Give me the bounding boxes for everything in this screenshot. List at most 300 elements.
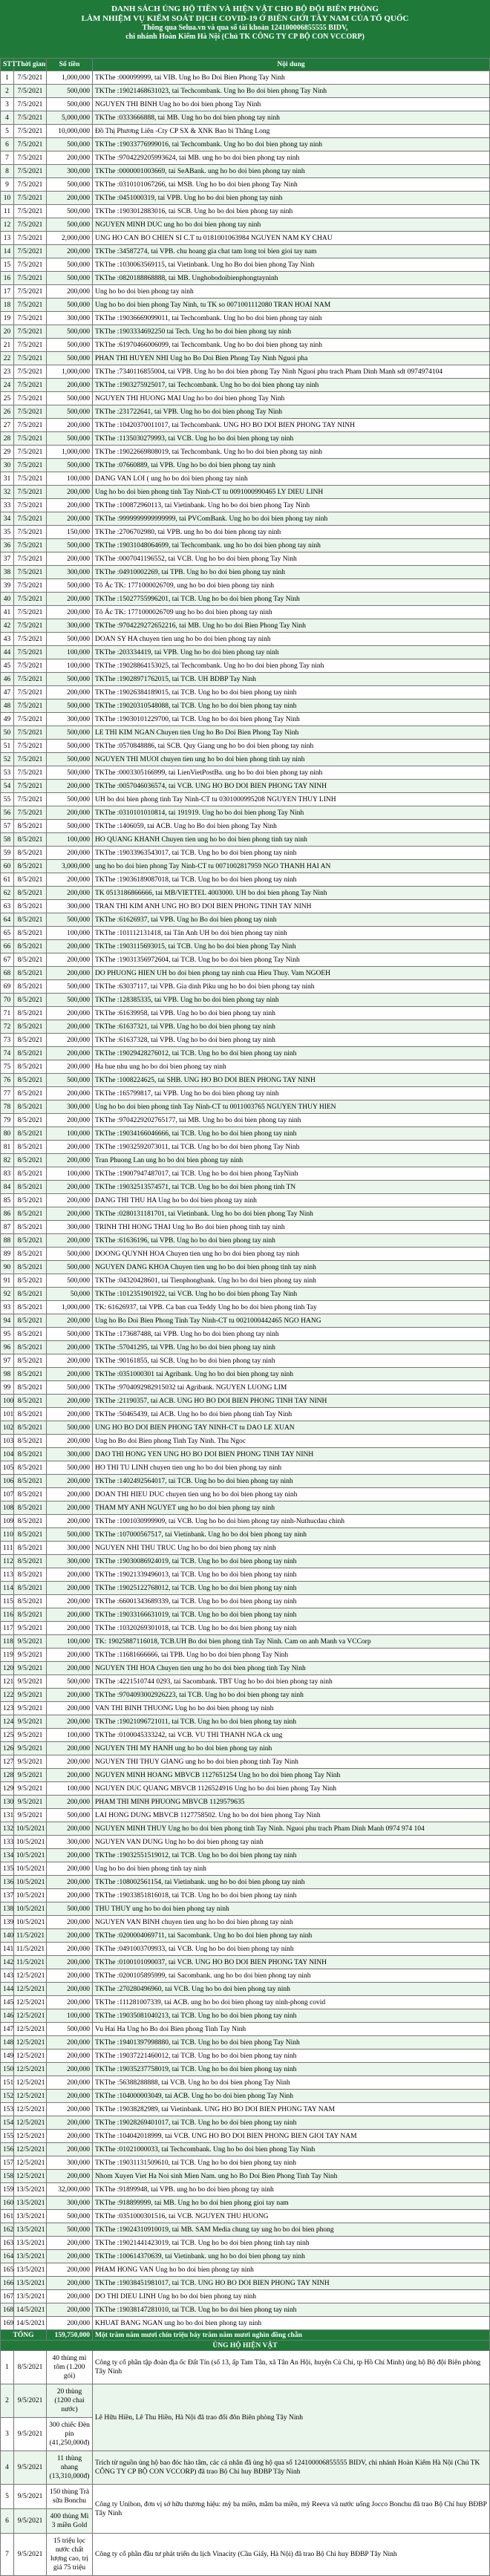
donation-date: 8/5/2021: [14, 1274, 47, 1288]
donation-description: TKThe :1008224625, tai SHB. UNG HO BO DOI BIEN PHONG TAY NINH: [93, 1074, 490, 1087]
donation-amount: 200,000: [47, 953, 93, 967]
donation-stt: 121: [1, 1675, 14, 1689]
donation-stt: 10: [1, 192, 14, 205]
donation-amount: 200,000: [47, 192, 93, 205]
donation-date: 9/5/2021: [14, 1729, 47, 1742]
donation-description: TKThe :19022669808019, tai Techcombank. Ung ho bo doi bien phong tay ninh: [93, 446, 490, 459]
donation-row: [1, 1929, 490, 1943]
donation-row: [1, 2130, 490, 2143]
in-kind-stt: 6: [1, 2509, 14, 2534]
donation-amount: 200,000: [47, 1114, 93, 1127]
donation-stt: 80: [1, 1127, 14, 1141]
donation-date: 8/5/2021: [14, 1435, 47, 1448]
donation-row: [1, 673, 490, 686]
donation-description: NGUYEN THI MY HANH ung ho bo doi bien phong tay ninh: [93, 1742, 490, 1755]
donation-stt: 19: [1, 312, 14, 325]
in-kind-description: Công ty cổ phần đầu tư phát triển du lịch Vinacity (Cầu Giấy, Hà Nội) đã trao Bộ Chỉ huy BĐBP Tây Ninh: [93, 2534, 490, 2576]
donation-stt: 114: [1, 1582, 14, 1595]
title-line-3: Thông qua Selua.vn và qua số tài khoản 124100006855555 BIDV,: [142, 24, 348, 32]
donation-amount: 100,000: [47, 659, 93, 673]
donation-date: 13/5/2021: [14, 2290, 47, 2303]
donation-date: 10/5/2021: [14, 1916, 47, 1929]
donation-row: [1, 71, 490, 85]
donation-date: 12/5/2021: [14, 1983, 47, 1996]
donation-row: [1, 953, 490, 967]
donation-date: 8/5/2021: [14, 1207, 47, 1221]
donation-row: [1, 1194, 490, 1207]
donation-row: [1, 1074, 490, 1087]
donation-amount: 200,000: [47, 1368, 93, 1381]
donation-description: TKThe :19024310910019, tai MB. SAM Media chung tay ung ho bo doi bien phong: [93, 2223, 490, 2237]
donation-description: TKThe :19038282989, tai Vietinbank. UNG HO BO DOI BIEN PHONG TAY NAM: [93, 2103, 490, 2116]
donation-date: 8/5/2021: [14, 1461, 47, 1475]
donation-row: [1, 138, 490, 151]
donation-amount: 200,000: [47, 499, 93, 512]
donation-stt: 136: [1, 1876, 14, 1889]
donation-row: [1, 1034, 490, 1047]
donation-row: [1, 1341, 490, 1354]
donation-stt: 116: [1, 1608, 14, 1622]
donation-stt: 3: [1, 98, 14, 111]
donation-description: NGUYEN MINH THUY Ung ho bo doi bien phong tinh Tay Ninh. Nguoi phu trach Pham Dinh Manh 0974 974 104: [93, 1822, 490, 1836]
donation-description: THU THUY ung ho bo doi bien phong tay ninh: [93, 1902, 490, 1916]
donation-description: TKThe :9704092982915032 tai Agribank. NGUYEN LUONG LIM: [93, 1381, 490, 1395]
donation-amount: 500,000: [47, 1461, 93, 1475]
donation-amount: 300,000: [47, 1542, 93, 1555]
donation-date: 8/5/2021: [14, 820, 47, 833]
donation-date: 14/5/2021: [14, 2303, 47, 2317]
donation-row: [1, 1221, 490, 1234]
donation-description: TKThe :19034166046666, tai TCB. Ung ho bo doi bien phong tay ninh: [93, 1127, 490, 1141]
donation-date: 8/5/2021: [14, 940, 47, 953]
donation-row: [1, 700, 490, 713]
total-in-words: Một trăm năm mươi chín triệu bảy trăm năm mươi nghìn đồng chẵn: [93, 2330, 490, 2341]
donation-date: 12/5/2021: [14, 2076, 47, 2090]
donation-row: [1, 1595, 490, 1608]
donation-stt: 124: [1, 1715, 14, 1729]
donation-row: [1, 1568, 490, 1582]
donation-stt: 152: [1, 2090, 14, 2103]
donation-description: HO QUANG KHANH Chuyen tien ung ho bo doi bien phong tinh tay ninh: [93, 833, 490, 847]
donation-amount: 200,000: [47, 1501, 93, 1515]
donation-row: [1, 940, 490, 953]
donation-description: TKThe :19033963543017, tai TCB. Ung ho bo doi bien phong tay ninh: [93, 847, 490, 860]
donation-stt: 96: [1, 1341, 14, 1354]
donation-description: DOONG QUYNH HOA Chuyen tien ung ho bo doi bien phong tay ninh: [93, 1248, 490, 1261]
donation-amount: 10,000,000: [47, 125, 93, 138]
in-kind-row: [1, 2534, 490, 2576]
donation-stt: 8: [1, 165, 14, 178]
donation-date: 8/5/2021: [14, 1154, 47, 1167]
donation-row: [1, 1635, 490, 1649]
donation-stt: 154: [1, 2116, 14, 2130]
donation-amount: 200,000: [47, 2303, 93, 2317]
donation-amount: 200,000: [47, 379, 93, 392]
donation-row: [1, 85, 490, 98]
donation-stt: 128: [1, 1769, 14, 1782]
donation-stt: 162: [1, 2223, 14, 2237]
donation-stt: 64: [1, 913, 14, 927]
donation-description: TKThe :0100101090037, tai VCB. UNG HO BO DOI BIEN PHONG TAY NINH: [93, 1956, 490, 1969]
donation-stt: 110: [1, 1528, 14, 1542]
donation-row: [1, 352, 490, 365]
donation-date: 12/5/2021: [14, 2156, 47, 2170]
donation-stt: 21: [1, 339, 14, 352]
in-kind-row: [1, 2451, 490, 2485]
donation-date: 12/5/2021: [14, 2143, 47, 2156]
donation-stt: 55: [1, 793, 14, 806]
donation-amount: 300,000: [47, 900, 93, 913]
donation-stt: 115: [1, 1595, 14, 1608]
donation-stt: 94: [1, 1314, 14, 1328]
donation-row: [1, 1207, 490, 1221]
title-line-2: LÀM NHIỆM VỤ KIỂM SOÁT DỊCH COVID-19 Ở BIÊN GIỚI TÂY NAM CỦA TỔ QUỐC: [81, 14, 409, 23]
donation-date: 13/5/2021: [14, 2210, 47, 2223]
donation-stt: 140: [1, 1929, 14, 1943]
donation-description: TKThe :2706702980, tai VPB. ung ho bo doi bien phong tay ninh: [93, 526, 490, 539]
donation-row: [1, 299, 490, 312]
donation-stt: 74: [1, 1047, 14, 1060]
donation-stt: 52: [1, 753, 14, 766]
donation-stt: 53: [1, 766, 14, 780]
in-kind-stt: 7: [1, 2534, 14, 2576]
donation-amount: 500,000: [47, 1675, 93, 1689]
donation-row: [1, 1475, 490, 1488]
donation-description: TKThe :61637328, tai VPB. Ung ho bo doi bien phong tay ninh: [93, 1034, 490, 1047]
donation-date: 8/5/2021: [14, 1114, 47, 1127]
donation-amount: 500,000: [47, 258, 93, 272]
donation-row: [1, 1969, 490, 1983]
donation-amount: 200,000: [47, 1969, 93, 1983]
donation-row: [1, 1007, 490, 1020]
donation-stt: 2: [1, 85, 14, 98]
donation-stt: 108: [1, 1501, 14, 1515]
donation-description: TKThe :19026384189015, tai TCB. Ung ho bo doi bien phong tay ninh: [93, 686, 490, 700]
donation-amount: 300,000: [47, 312, 93, 325]
donation-row: [1, 967, 490, 980]
donation-stt: 44: [1, 646, 14, 659]
donation-description: TKThe :04910002269, tai TPB. Ung ho bo doi bien phong tay ninh: [93, 566, 490, 579]
donation-date: 9/5/2021: [14, 1809, 47, 1822]
donation-description: TKThe :0820188868888, tai MB. Unghobodoibienphongtayninh: [93, 272, 490, 285]
donation-row: [1, 2009, 490, 2023]
donation-stt: 92: [1, 1288, 14, 1301]
donation-date: 12/5/2021: [14, 2170, 47, 2183]
donation-date: 8/5/2021: [14, 1100, 47, 1114]
donation-description: LE THI KIM NGAN Chuyen tien Ung ho Bo Doi Bien Phong Tay Ninh: [93, 726, 490, 740]
donation-description: Đồ Thị Phương Liên -Cty CP SX & XNK Bao bì Thăng Long: [93, 125, 490, 138]
donation-amount: 300,000: [47, 1100, 93, 1114]
donation-date: 8/5/2021: [14, 1034, 47, 1047]
donation-amount: 500,000: [47, 2210, 93, 2223]
donation-date: 7/5/2021: [14, 98, 47, 111]
donation-row: [1, 2156, 490, 2170]
donation-amount: 200,000: [47, 1060, 93, 1074]
donation-row: [1, 1488, 490, 1501]
donation-date: 13/5/2021: [14, 2183, 47, 2197]
donation-amount: 500,000: [47, 299, 93, 312]
donation-stt: 69: [1, 980, 14, 994]
donation-row: [1, 927, 490, 940]
donation-row: [1, 1769, 490, 1782]
donation-row: [1, 1261, 490, 1274]
donation-stt: 65: [1, 927, 14, 940]
donation-description: TKThe :7340116855004, tai VPB. Ung ho bo doi bien phong Tay Ninh Nguoi phu trach Pham Dinh Manh sdt 0974974104: [93, 365, 490, 379]
donation-description: TKThe :19032513574571, tai TCB. Ung ho bo doi bien phong tinh TN: [93, 1181, 490, 1194]
donation-stt: 168: [1, 2303, 14, 2317]
donation-stt: 166: [1, 2277, 14, 2290]
donation-amount: 1,000,000: [47, 71, 93, 85]
donation-row: [1, 1381, 490, 1395]
donation-row: [1, 1809, 490, 1822]
donation-date: 8/5/2021: [14, 1421, 47, 1435]
donation-description: TKThe :107000567517, tai Vietinbank. Ung ho bo doi bien phong tay ninh: [93, 1528, 490, 1542]
donation-description: TKThe :57041295, tai VPB. Ung ho bo doi bien phong tay ninh: [93, 1341, 490, 1354]
donation-amount: 5,000,000: [47, 111, 93, 125]
donation-amount: 100,000: [47, 1167, 93, 1181]
donation-amount: 200,000: [47, 1742, 93, 1755]
in-kind-amount: 400 thùng Mì 3 miền Gold: [47, 2509, 93, 2534]
donation-description: Tô Ác TK: 1771000026709, ung ho bo doi bien phong tay ninh: [93, 579, 490, 593]
donation-amount: 200,000: [47, 1395, 93, 1408]
donation-amount: 500,000: [47, 325, 93, 339]
donation-stt: 112: [1, 1555, 14, 1568]
in-kind-date: 9/5/2021: [14, 2451, 47, 2485]
donation-description: TKThe :0570848886, tai SCB. Quy Giang ung ho bo doi bien phong tay ninh: [93, 740, 490, 753]
donation-date: 9/5/2021: [14, 1796, 47, 1809]
donation-amount: 500,000: [47, 820, 93, 833]
donation-row: [1, 1448, 490, 1461]
in-kind-row: [1, 2485, 490, 2509]
donation-description: TKThe :19031356972604, tai TCB. Ung ho bo doi bien phong Tay Ninh: [93, 953, 490, 967]
donation-amount: 200,000: [47, 1595, 93, 1608]
donation-description: TKThe :19028864153025, tai Techcombank. Ung ho bo doi bien phong Tay ninh: [93, 659, 490, 673]
donation-description: TKThe :1001030999909, tai VCB. Ung ho bo doi bien phong tay ninh-Nuthucdau chinh: [93, 1515, 490, 1528]
donation-stt: 167: [1, 2290, 14, 2303]
donation-date: 8/5/2021: [14, 1288, 47, 1301]
donation-stt: 79: [1, 1114, 14, 1127]
donation-row: [1, 2143, 490, 2156]
donation-amount: 200,000: [47, 1475, 93, 1488]
donation-row: [1, 579, 490, 593]
donation-amount: 200,000: [47, 2090, 93, 2103]
donation-amount: 200,000: [47, 1234, 93, 1248]
donation-row: [1, 1421, 490, 1435]
donation-row: [1, 151, 490, 165]
donation-amount: 500,000: [47, 539, 93, 552]
donation-description: TKThe :1135030279993, tai VCB. Ung ho bo doi bien phong tay ninh: [93, 432, 490, 446]
donation-description: Ung ho Bo Doi Bien Phong Tinh Tay Ninh-CT tu 0021000442465 NGO HANG: [93, 1314, 490, 1328]
donation-row: [1, 2050, 490, 2063]
donation-date: 8/5/2021: [14, 1181, 47, 1194]
in-kind-date: 8/5/2021: [14, 2351, 47, 2384]
donation-date: 12/5/2021: [14, 2090, 47, 2103]
donation-stt: 90: [1, 1261, 14, 1274]
donation-date: 7/5/2021: [14, 285, 47, 299]
donation-stt: 106: [1, 1475, 14, 1488]
in-kind-date: 9/5/2021: [14, 2418, 47, 2451]
donation-stt: 81: [1, 1141, 14, 1154]
donation-stt: 100: [1, 1395, 14, 1408]
donation-amount: 500,000: [47, 2023, 93, 2036]
donation-row: [1, 1528, 490, 1542]
donation-description: DOAN THI HIEU DUC chuyen tien ung ho bo doi bien phong tay ninh: [93, 1488, 490, 1501]
donation-amount: 500,000: [47, 740, 93, 753]
donation-stt: 130: [1, 1796, 14, 1809]
donation-amount: 300,000: [47, 619, 93, 633]
donation-amount: 100,000: [47, 1127, 93, 1141]
donation-amount: 500,000: [47, 673, 93, 686]
donation-date: 8/5/2021: [14, 1020, 47, 1034]
total-section: [1, 2330, 490, 2351]
donation-date: 8/5/2021: [14, 1515, 47, 1528]
donation-description: NGUYEN MINH DUC ung ho bo doi bien phong tay ninh: [93, 218, 490, 232]
donation-description: Ung ho Bo doi Bien phong Tinh Tay Ninh. Thu Ngoc: [93, 1435, 490, 1448]
in-kind-date: 9/5/2021: [14, 2509, 47, 2534]
donation-amount: 200,000: [47, 552, 93, 566]
donation-stt: 78: [1, 1100, 14, 1114]
donation-amount: 200,000: [47, 1689, 93, 1702]
donation-amount: 200,000: [47, 2063, 93, 2076]
donation-amount: 200,000: [47, 1515, 93, 1528]
in-kind-amount: 300 chiếc Đèn pin (41,250,000đ): [47, 2418, 93, 2451]
donation-description: NGUYEN DANG KHOA Chuyen tien ung ho bo doi bien phong tinh tay ninh: [93, 1261, 490, 1274]
donation-description: LAI HONG DUNG MBVCB 1127758502. Ung ho bo doi bien phong Tay Ninh: [93, 1809, 490, 1822]
donation-date: 13/5/2021: [14, 2250, 47, 2263]
in-kind-rows: [1, 2351, 490, 2576]
in-kind-date: 9/5/2021: [14, 2485, 47, 2509]
donation-stt: 127: [1, 1755, 14, 1769]
column-header-stt: STT: [1, 59, 14, 71]
donation-stt: 131: [1, 1809, 14, 1822]
donation-stt: 26: [1, 405, 14, 419]
donation-description: PHAM HONG VAN Ung ho bo doi bien phong tay ninh: [93, 2263, 490, 2277]
donation-stt: 5: [1, 125, 14, 138]
in-kind-description: Công ty cổ phần tập đoàn địa ốc Đất Tín (số 13, ấp Tam Tân, xã Tân An Hội, huyện Củ Chi, tp Hồ Chí Minh) ủng hộ Bộ đội Biên phòng Tây Ninh: [93, 2351, 490, 2384]
donation-stt: 35: [1, 526, 14, 539]
donation-date: 7/5/2021: [14, 432, 47, 446]
donation-row: [1, 766, 490, 780]
donation-description: TKThe :19020310548088, tai TCB. Ung ho bo doi bien phong tay ninh: [93, 700, 490, 713]
donation-description: DOAN SY HA chuyen tien ung ho bo doi bien phong tay ninh: [93, 633, 490, 646]
donation-row: [1, 499, 490, 512]
donation-date: 7/5/2021: [14, 646, 47, 659]
donation-row: [1, 847, 490, 860]
donation-amount: 200,000: [47, 1796, 93, 1809]
donation-stt: 119: [1, 1649, 14, 1662]
donation-row: [1, 218, 490, 232]
donation-stt: 57: [1, 820, 14, 833]
donation-amount: 200,000: [47, 1889, 93, 1902]
in-kind-heading: ỦNG HỘ HIỆN VẬT: [1, 2341, 490, 2351]
donation-row: [1, 2303, 490, 2317]
table-header-row: [1, 59, 490, 71]
donation-amount: 500,000: [47, 1809, 93, 1822]
donation-date: 8/5/2021: [14, 1261, 47, 1274]
donation-description: TKThe :19036669099011, tai Techcombank. Ung ho bo doi bien phong tay ninh: [93, 312, 490, 325]
donation-date: 8/5/2021: [14, 1060, 47, 1074]
donation-description: THAM MY ANH NGUYET ung ho bo doi bien phong tay ninh: [93, 1501, 490, 1515]
donation-amount: 200,000: [47, 1582, 93, 1595]
donation-row: [1, 1501, 490, 1515]
donation-row: [1, 2103, 490, 2116]
donation-row: [1, 1649, 490, 1662]
donation-date: 7/5/2021: [14, 178, 47, 192]
donation-stt: 157: [1, 2156, 14, 2170]
donation-stt: 153: [1, 2103, 14, 2116]
donation-stt: 138: [1, 1902, 14, 1916]
donation-row: [1, 1047, 490, 1060]
in-kind-date: 9/5/2021: [14, 2384, 47, 2418]
donation-date: 7/5/2021: [14, 740, 47, 753]
donation-date: 8/5/2021: [14, 1568, 47, 1582]
donation-stt: 31: [1, 472, 14, 486]
donation-description: TKThe :0280131181701, tai Vietinbank. Ung ho bo doi bien phong Tay Ninh: [93, 1207, 490, 1221]
donation-amount: 500,000: [47, 766, 93, 780]
donation-description: TKThe :19030086924019, tai TCB. Ung ho bo doi bien phong tay ninh: [93, 1555, 490, 1568]
donation-row: [1, 1087, 490, 1100]
donation-description: DANG THI THU HA Ung ho bo doi bien phong tay ninh: [93, 1194, 490, 1207]
donation-amount: 500,000: [47, 432, 93, 446]
donation-stt: 12: [1, 218, 14, 232]
donation-stt: 165: [1, 2263, 14, 2277]
donation-date: 8/5/2021: [14, 1528, 47, 1542]
donation-amount: 200,000: [47, 1622, 93, 1635]
donation-date: 7/5/2021: [14, 673, 47, 686]
donation-stt: 150: [1, 2063, 14, 2076]
donation-row: [1, 806, 490, 820]
donation-stt: 122: [1, 1689, 14, 1702]
donation-description: TKThe :19033776999016, tai Techcombank. Ung ho bo doi bien phong tay ninh: [93, 138, 490, 151]
donation-amount: 200,000: [47, 2143, 93, 2156]
donation-date: 7/5/2021: [14, 526, 47, 539]
donation-description: TKThe :19401397998880, tai TCB. Ung ho bo doi bien phong Tay Ninh: [93, 2036, 490, 2050]
donation-stt: 120: [1, 1662, 14, 1675]
donation-description: TKThe :100614370639, tai Vietinbank. ung ho bo doi bien phong tay ninh: [93, 2250, 490, 2263]
donation-date: 8/5/2021: [14, 1007, 47, 1020]
donation-date: 9/5/2021: [14, 1742, 47, 1755]
donation-stt: 93: [1, 1301, 14, 1314]
in-kind-date: 9/5/2021: [14, 2534, 47, 2576]
donation-date: 11/5/2021: [14, 1929, 47, 1943]
donation-stt: 23: [1, 365, 14, 379]
donation-row: [1, 686, 490, 700]
in-kind-row: [1, 2384, 490, 2418]
donation-amount: 200,000: [47, 2317, 93, 2330]
donation-date: 8/5/2021: [14, 847, 47, 860]
donation-row: [1, 1582, 490, 1595]
donation-description: Ha hue nhu ung ho bo doi bien phong tay ninh: [93, 1060, 490, 1074]
donation-row: [1, 285, 490, 299]
donation-description: TKThe :1903012883016, tai SCB. Ung ho bo doi bien phong tay ninh: [93, 205, 490, 218]
donation-amount: 200,000: [47, 873, 93, 887]
donation-stt: 169: [1, 2317, 14, 2330]
donation-date: 7/5/2021: [14, 619, 47, 633]
donation-stt: 13: [1, 232, 14, 245]
donation-amount: 200,000: [47, 1956, 93, 1969]
donation-row: [1, 339, 490, 352]
donation-stt: 22: [1, 352, 14, 365]
donation-stt: 148: [1, 2036, 14, 2050]
donation-amount: 200,000: [47, 1568, 93, 1582]
donation-amount: 500,000: [47, 579, 93, 593]
donation-description: TKThe :231722641, tai VPB. Ung ho bo doi bien phong Tay Ninh: [93, 405, 490, 419]
donation-description: TKThe :19025122768012, tai TCB. Ung ho bo doi bien phong tay ninh: [93, 1582, 490, 1595]
donation-row: [1, 1328, 490, 1341]
donation-stt: 111: [1, 1542, 14, 1555]
donation-date: 7/5/2021: [14, 299, 47, 312]
donation-amount: 200,000: [47, 1020, 93, 1034]
